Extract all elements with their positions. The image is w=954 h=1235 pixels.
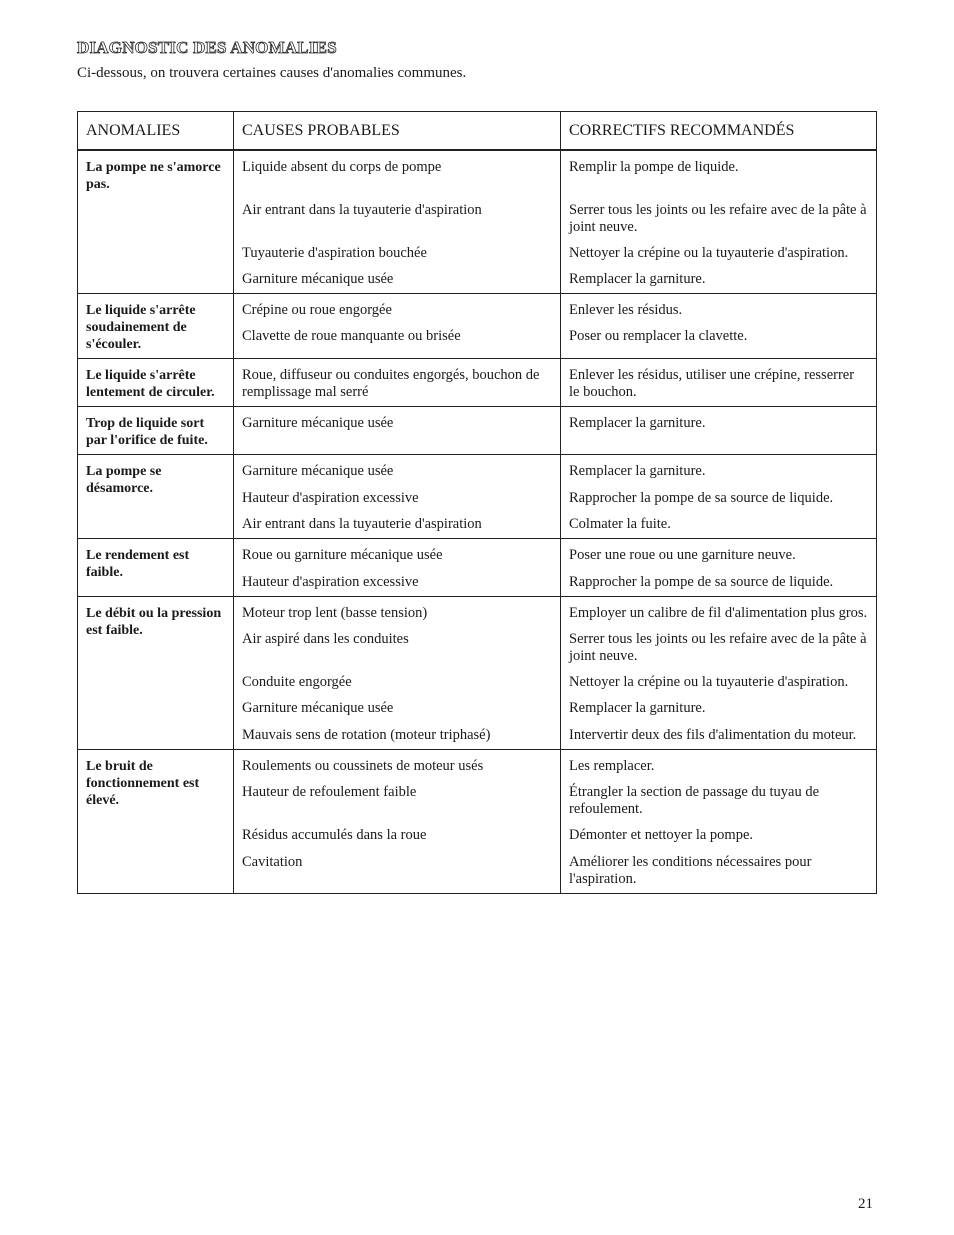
- causes-cell: [234, 750, 561, 894]
- fix-text: Enlever les résidus.: [569, 302, 683, 318]
- fix-text: Remplir la pompe de liquide.: [569, 159, 739, 175]
- cause-text: Crépine ou roue engorgée: [242, 302, 392, 318]
- cause-text: Garniture mécanique usée: [242, 271, 394, 287]
- cause-text: Cavitation: [242, 854, 303, 870]
- troubleshooting-table: [77, 111, 877, 894]
- fix-text: Employer un calibre de fil d'alimentation plus gros.: [569, 605, 868, 621]
- table-body: [78, 150, 877, 894]
- fix-text: Remplacer la garniture.: [569, 415, 706, 431]
- anomaly-cell: La pompe ne s'amorce pas.: [78, 150, 234, 294]
- cause-text: Hauteur de refoulement faible: [242, 784, 417, 800]
- fixes-cell: [561, 359, 877, 407]
- fix-text: Nettoyer la crépine ou la tuyauterie d'aspiration.: [569, 245, 849, 261]
- fix-text: Étrangler la section de passage du tuyau de refoulement.: [569, 784, 820, 817]
- fix-text: Les remplacer.: [569, 758, 655, 774]
- anomaly-cell: Le bruit de fonctionnement est élevé.: [78, 750, 234, 894]
- table-row: [78, 539, 877, 597]
- fix-text: Serrer tous les joints ou les refaire avec de la pâte à joint neuve.: [569, 202, 867, 235]
- fix-text: Démonter et nettoyer la pompe.: [569, 827, 754, 843]
- fix-text: Colmater la fuite.: [569, 516, 671, 532]
- fix-text: Remplacer la garniture.: [569, 700, 706, 716]
- anomaly-cell: La pompe se désamorce.: [78, 455, 234, 539]
- cause-text: Résidus accumulés dans la roue: [242, 827, 427, 843]
- cause-text: Air aspiré dans les conduites: [242, 631, 409, 647]
- fix-text: Intervertir deux des fils d'alimentation du moteur.: [569, 727, 857, 743]
- cause-text: Garniture mécanique usée: [242, 463, 394, 479]
- fixes-cell: [561, 597, 877, 750]
- anomaly-cell: Le liquide s'arrête lentement de circuler.: [78, 359, 234, 407]
- page-title: DIAGNOSTIC DES ANOMALIES: [77, 38, 337, 57]
- table-row: [78, 455, 877, 539]
- page-number: 21: [858, 1196, 873, 1212]
- table-row: [78, 750, 877, 894]
- intro-text: Ci-dessous, on trouvera certaines causes d'anomalies communes.: [77, 65, 467, 81]
- fixes-cell: [561, 539, 877, 597]
- fixes-cell: [561, 150, 877, 294]
- anomaly-cell: Trop de liquide sort par l'orifice de fuite.: [78, 407, 234, 455]
- cause-text: Air entrant dans la tuyauterie d'aspiration: [242, 202, 482, 218]
- cause-text: Garniture mécanique usée: [242, 415, 394, 431]
- cause-text: Moteur trop lent (basse tension): [242, 605, 428, 621]
- fix-text: Serrer tous les joints ou les refaire avec de la pâte à joint neuve.: [569, 631, 867, 664]
- cause-text: Liquide absent du corps de pompe: [242, 159, 442, 175]
- causes-cell: [234, 455, 561, 539]
- fixes-cell: [561, 407, 877, 455]
- fix-text: Remplacer la garniture.: [569, 463, 706, 479]
- cause-text: Hauteur d'aspiration excessive: [242, 490, 419, 506]
- cause-text: Mauvais sens de rotation (moteur triphasé): [242, 727, 491, 743]
- fixes-cell: [561, 294, 877, 359]
- causes-cell: [234, 597, 561, 750]
- header-fixes: CORRECTIFS RECOMMANDÉS: [561, 112, 877, 151]
- anomaly-cell: Le liquide s'arrête soudainement de s'écouler.: [78, 294, 234, 359]
- causes-cell: [234, 294, 561, 359]
- anomaly-cell: Le rendement est faible.: [78, 539, 234, 597]
- cause-text: Garniture mécanique usée: [242, 700, 394, 716]
- fix-text: Poser ou remplacer la clavette.: [569, 328, 748, 344]
- header-anomalies: ANOMALIES: [78, 112, 234, 151]
- table-header-row: [78, 112, 877, 151]
- fix-text: Améliorer les conditions nécessaires pour l'aspiration.: [569, 854, 812, 887]
- fix-text: Rapprocher la pompe de sa source de liquide.: [569, 490, 834, 506]
- causes-cell: [234, 359, 561, 407]
- cause-text: Hauteur d'aspiration excessive: [242, 574, 419, 590]
- fix-text: Remplacer la garniture.: [569, 271, 706, 287]
- fix-text: Nettoyer la crépine ou la tuyauterie d'aspiration.: [569, 674, 849, 690]
- cause-text: Clavette de roue manquante ou brisée: [242, 328, 461, 344]
- table-row: [78, 359, 877, 407]
- anomaly-cell: Le débit ou la pression est faible.: [78, 597, 234, 750]
- table-row: [78, 597, 877, 750]
- fixes-cell: [561, 455, 877, 539]
- fix-text: Poser une roue ou une garniture neuve.: [569, 547, 796, 563]
- cause-text: Tuyauterie d'aspiration bouchée: [242, 245, 427, 261]
- table-row: [78, 294, 877, 359]
- fix-text: Rapprocher la pompe de sa source de liquide.: [569, 574, 834, 590]
- cause-text: Conduite engorgée: [242, 674, 352, 690]
- table-row: [78, 150, 877, 294]
- cause-text: Roue ou garniture mécanique usée: [242, 547, 443, 563]
- causes-cell: [234, 150, 561, 294]
- table-row: [78, 407, 877, 455]
- causes-cell: [234, 407, 561, 455]
- causes-cell: [234, 539, 561, 597]
- fixes-cell: [561, 750, 877, 894]
- cause-text: Roue, diffuseur ou conduites engorgés, bouchon de remplissage mal serré: [242, 367, 540, 400]
- header-causes: CAUSES PROBABLES: [234, 112, 561, 151]
- fix-text: Enlever les résidus, utiliser une crépine, resserrer le bouchon.: [569, 367, 855, 400]
- cause-text: Air entrant dans la tuyauterie d'aspiration: [242, 516, 482, 532]
- cause-text: Roulements ou coussinets de moteur usés: [242, 758, 484, 774]
